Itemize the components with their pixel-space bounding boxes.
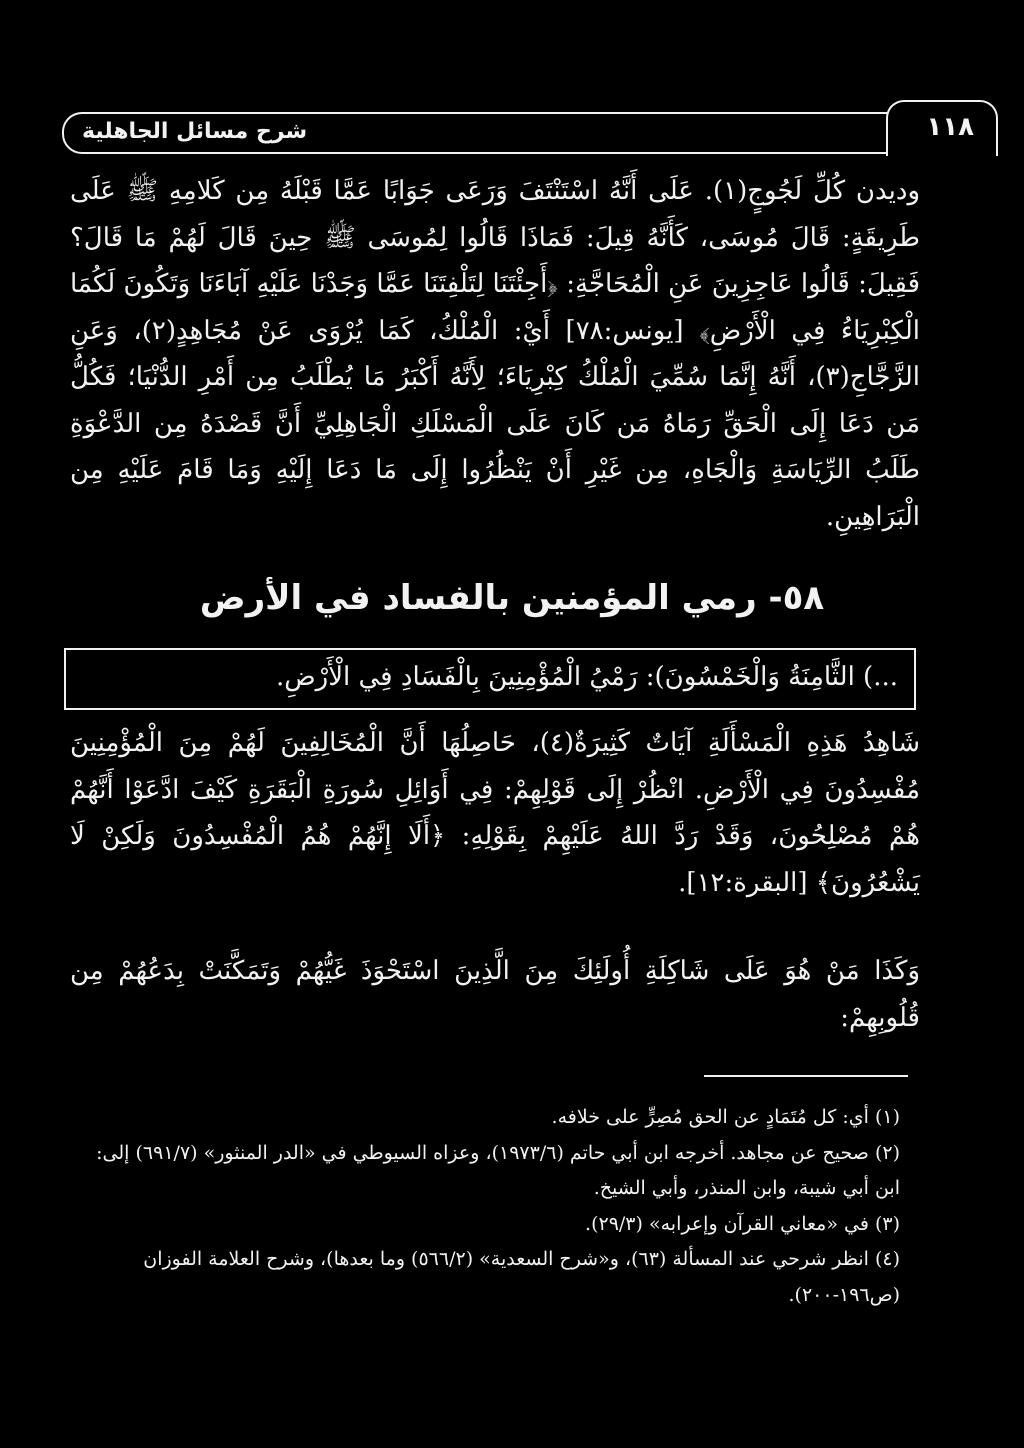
running-header [62,112,920,154]
footnote [70,1207,900,1243]
footnote-number: (٤) [874,1248,900,1270]
footnotes [70,1100,900,1313]
body-paragraph: شَاهِدُ هَذِهِ الْمَسْأَلَةِ آيَاتٌ كَثِيرَةٌ(٤)، حَاصِلُهَا أَنَّ الْمُخَالِفِينَ لَهُمْ مِنَ الْمُؤْمِنِينَ مُفْسِدُونَ فِي الْأَرْضِ. انْظُرْ إِلَى قَوْلِهِمْ: فِي أَوَائِلِ سُورَةِ الْبَقَرَةِ كَيْفَ ادَّعَوْا أَنَّهُمْ هُمْ مُصْلِحُونَ، وَقَدْ رَدَّ اللهُ عَلَيْهِمْ بِقَوْلِهِ: ﴿أَلَا إِنَّهُمْ هُمُ الْمُفْسِدُونَ وَلَكِنْ لَا يَشْعُرُونَ﴾ [البقرة:١٢]. [70,728,920,898]
footnote [70,1136,900,1207]
footnote-text: أي: كل مُتَمَادٍ عن الحق مُصِرٍّ على خلافه. [551,1106,869,1128]
footnote-number: (٢) [874,1141,900,1164]
section-heading: ٥٨- رمي المؤمنين بالفساد في الأرض [199,578,825,618]
page-number: ١١٨ [926,112,974,142]
quoted-text-box [64,648,916,710]
footnote-divider [704,1075,908,1077]
intro-paragraph: وديدن كُلِّ لَجُوجٍ(١). عَلَى أَنَّهُ اسْتَنْتَفَ وَرَعَى جَوَابًا عَمَّا قَبْلَهُ مِن كَلامِهِ ﷺ عَلَى طَرِيقَةٍ: قَالَ مُوسَى، كَأَنَّهُ قِيلَ: فَمَاذَا قَالُوا لِمُوسَى ﷺ حِينَ قَالَ لَهُمْ مَا قَالَ؟ فَقِيلَ: قَالُوا عَاجِزِينَ عَنِ الْمُحَاجَّةِ: ﴿أَجِئْتَنَا لِتَلْفِتَنَا عَمَّا وَجَدْنَا عَلَيْهِ آبَاءَنَا وَتَكُونَ لَكُمَا الْكِبْرِيَاءُ فِي الْأَرْضِ﴾ [يونس:٧٨] أَيْ: الْمُلْكُ، كَمَا يُرْوَى عَنْ مُجَاهِدٍ(٢)، وَعَنِ الزَّجَّاجِ(٣)، أَنَّهُ إِنَّمَا سُمِّيَ الْمُلْكُ كِبْرِيَاءَ؛ لِأَنَّهُ أَكْبَرُ مَا يُطْلَبُ مِن أَمْرِ الدُّنْيَا؛ فَكُلُّ مَن دَعَا إِلَى الْحَقِّ رَمَاهُ مَن كَانَ عَلَى الْمَسْلَكِ الْجَاهِلِيِّ أَنَّ قَصْدَهُ مِن الدَّعْوَةِ طَلَبُ الرِّيَاسَةِ وَالْجَاهِ، مِن غَيْرِ أَنْ يَنْظُرُوا إِلَى مَا دَعَا إِلَيْهِ وَمَا قَامَ عَلَيْهِ مِن الْبَرَاهِينِ. [70,176,920,532]
footnote [70,1242,900,1313]
book-title: شرح مسائل الجاهلية [82,119,308,144]
footnote-text: صحيح عن مجاهد. أخرجه ابن أبي حاتم (١٩٧٣/٦)، وعزاه السيوطي في «الدر المنثور» (٦٩١/٧) إلى: ابن أبي شيبة، وابن المنذر، وأبي الشيخ. [96,1141,900,1199]
footnote-number: (٣) [874,1212,900,1235]
body-paragraph-continued: وَكَذَا مَنْ هُوَ عَلَى شَاكِلَةِ أُولَئِكَ مِنَ الَّذِينَ اسْتَحْوَذَ غَيُّهُمْ وَتَمَكَّنَتْ بِدَعُهُمْ مِن قُلُوبِهِمْ: [70,956,920,1033]
quoted-text: ...) الثَّامِنَةُ وَالْخَمْسُونَ): رَمْيُ الْمُؤْمِنِينَ بِالْفَسَادِ فِي الْأَرْضِ. [275,662,898,692]
footnote [70,1100,900,1136]
footnote-text: انظر شرحي عند المسألة (٦٣)، و«شرح السعدية» (٥٦٦/٢) وما بعدها)، وشرح العلامة الفوزان (ص١٩٦-٢٠٠). [143,1248,900,1306]
footnote-text: في «معاني القرآن وإعرابه» (٢٩/٣). [585,1212,869,1235]
footnote-number: (١) [874,1106,900,1128]
